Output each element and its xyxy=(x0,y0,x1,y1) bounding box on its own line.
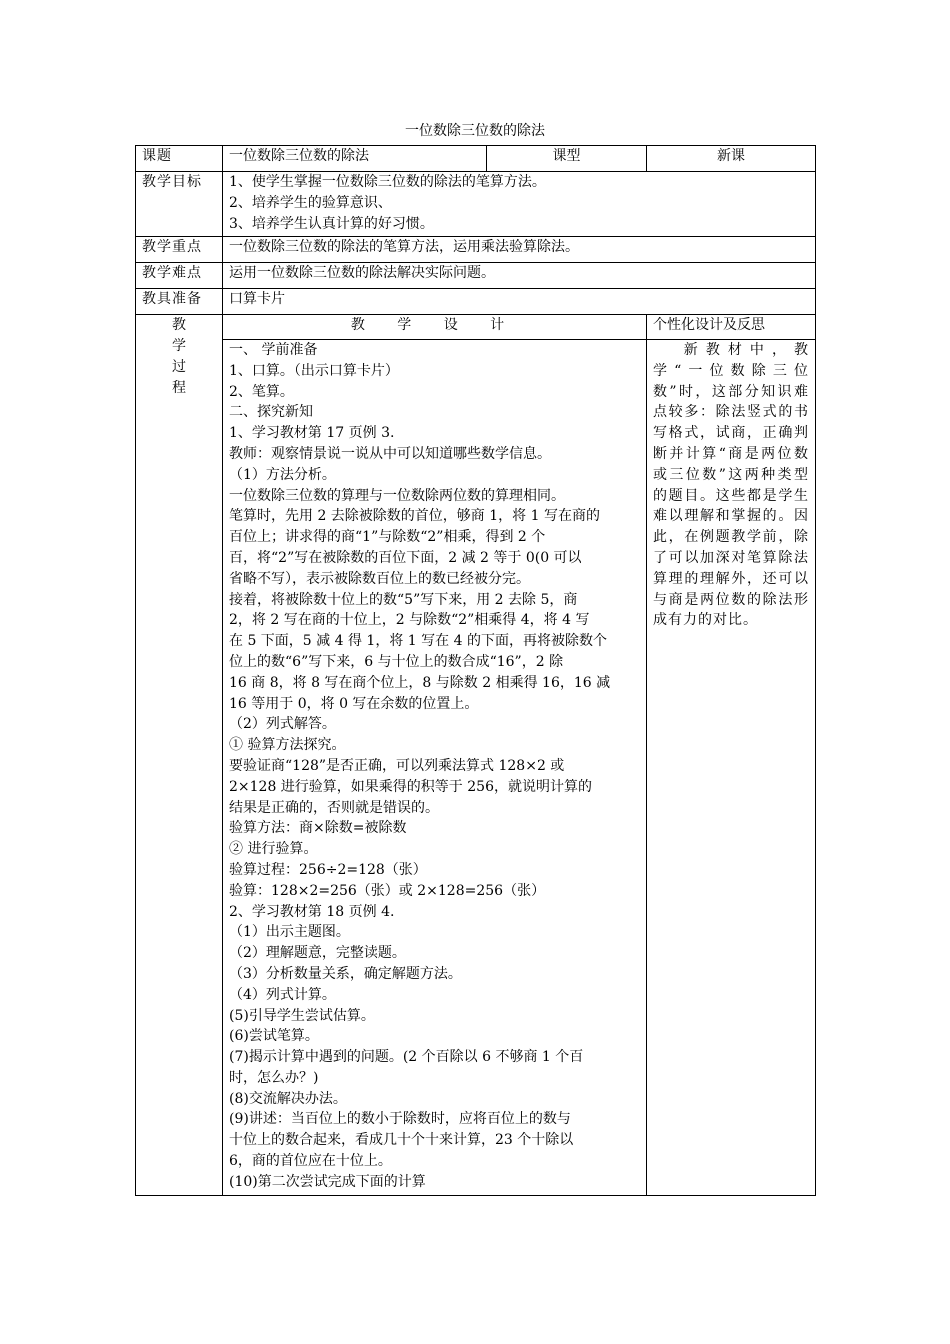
process-label-char: 学 xyxy=(172,338,186,354)
goal-item: 1、使学生掌握一位数除三位数的除法的笔算方法。 xyxy=(229,174,546,190)
design-header xyxy=(223,315,647,340)
design-line: 在 5 下面，5 减 4 得 1，将 1 写在 4 的下面，再将被除数个 xyxy=(229,633,607,650)
design-line: 时，怎么办？) xyxy=(229,1069,319,1086)
design-line: 验算过程：256÷2=128（张） xyxy=(229,861,427,878)
design-line: 二、探究新知 xyxy=(229,404,313,421)
design-line: （3）分析数量关系，确定解题方法。 xyxy=(229,965,462,982)
design-line: 要验证商“128”是否正确，可以列乘法算式 128×2 或 xyxy=(229,757,565,774)
design-line: 验算：128×2=256（张）或 2×128=256（张） xyxy=(229,882,546,899)
design-line: 6，商的首位应在十位上。 xyxy=(229,1153,392,1170)
design-line: 笔算时，先用 2 去除被除数的首位，够商 1，将 1 写在商的 xyxy=(229,508,600,525)
design-line: (9)讲述：当百位上的数小于除数时，应将百位上的数与 xyxy=(229,1111,571,1128)
design-line: ① 验算方法探究。 xyxy=(229,737,346,754)
design-line: （1）出示主题图。 xyxy=(229,924,350,941)
design-line: 2×128 进行验算，如果乘得的积等于 256，就说明计算的 xyxy=(229,778,592,795)
design-line: 验算方法：商×除数=被除数 xyxy=(229,820,407,837)
design-line: 十位上的数合起来，看成几十个十来计算，23 个十除以 xyxy=(229,1132,574,1149)
process-label-char: 程 xyxy=(172,380,186,396)
goal-item: 2、培养学生的验算意识、 xyxy=(229,194,392,211)
key-point-label: 教学重点 xyxy=(136,237,223,263)
design-line: (10)第二次尝试完成下面的计算 xyxy=(229,1173,426,1190)
type-value: 新课 xyxy=(647,146,816,172)
process-body-row xyxy=(136,340,816,1196)
goals-label: 教学目标 xyxy=(136,172,223,237)
topic-row xyxy=(136,146,816,172)
tools-row xyxy=(136,289,816,315)
design-line: 位上的数“6”写下来，6 与十位上的数合成“16”，2 除 xyxy=(229,653,564,670)
goals-list xyxy=(223,172,816,237)
design-line: (5)引导学生尝试估算。 xyxy=(229,1007,375,1024)
design-line: 结果是正确的，否则就是错误的。 xyxy=(229,799,439,816)
goals-row xyxy=(136,172,816,237)
design-header-text: 教 学 设 计 xyxy=(350,317,519,333)
design-line: 16 商 8，将 8 写在商个位上，8 与除数 2 相乘得 16，16 减 xyxy=(229,674,611,691)
design-line: 2、笔算。 xyxy=(229,383,294,400)
key-point-value: 一位数除三位数的除法的笔算方法，运用乘法验算除法。 xyxy=(223,237,816,263)
difficulty-value: 运用一位数除三位数的除法解决实际问题。 xyxy=(223,263,816,289)
design-line: 接着，将被除数十位上的数“5”写下来，用 2 去除 5，商 xyxy=(229,591,578,608)
difficulty-row xyxy=(136,263,816,289)
process-label xyxy=(136,315,223,1196)
design-line: （4）列式计算。 xyxy=(229,986,336,1003)
design-line: (6)尝试笔算。 xyxy=(229,1028,319,1045)
design-line: 一位数除三位数的算理与一位数除两位数的算理相同。 xyxy=(229,487,565,504)
design-line: 百，将“2”写在被除数的百位下面，2 减 2 等于 0(0 可以 xyxy=(229,549,582,566)
design-line: 一、 学前准备 xyxy=(229,342,318,358)
design-line: 2，将 2 写在商的十位上，2 与除数“2”相乘得 4，将 4 写 xyxy=(229,612,590,629)
design-line: (8)交流解决办法。 xyxy=(229,1090,347,1107)
design-line: 省略不写），表示被除数百位上的数已经被分完。 xyxy=(229,570,530,587)
lesson-plan-table xyxy=(135,145,816,1196)
process-label-char: 过 xyxy=(172,359,186,375)
design-line: ② 进行验算。 xyxy=(229,841,318,858)
design-line: 2、学习教材第 18 页例 4. xyxy=(229,903,395,920)
design-line: 1、口算。（出示口算卡片） xyxy=(229,362,399,379)
design-line: 教师：观察情景说一说从中可以知道哪些数学信息。 xyxy=(229,445,551,462)
design-line: 1、学习教材第 17 页例 3. xyxy=(229,425,395,442)
reflection-text: 新教材中，教学“一位数除三位数”时，这部分知识难点较多：除法竖式的书写格式，试商，正确判断并计算“商是两位数或三位数”这两种类型的题目。这些都是学生难以理解和掌握的。因此，在例题教学前，除了可以加深对笔算除法算理的理解外，还可以与商是两位数的除法形成有力的对比。 xyxy=(653,342,809,629)
key-point-row xyxy=(136,237,816,263)
reflection-content xyxy=(647,340,816,1196)
tools-value: 口算卡片 xyxy=(223,289,816,315)
goal-item: 3、培养学生认真计算的好习惯。 xyxy=(229,215,434,232)
type-label: 课型 xyxy=(487,146,647,172)
design-line: （1）方法分析。 xyxy=(229,466,336,483)
reflect-header: 个性化设计及反思 xyxy=(647,315,816,340)
design-line: （2）理解题意，完整读题。 xyxy=(229,945,406,962)
difficulty-label: 教学难点 xyxy=(136,263,223,289)
document-title: 一位数除三位数的除法 xyxy=(405,123,545,139)
tools-label: 教具准备 xyxy=(136,289,223,315)
design-line: 16 等用于 0，将 0 写在余数的位置上。 xyxy=(229,695,479,712)
process-label-char: 教 xyxy=(172,317,186,333)
design-line: (7)揭示计算中遇到的问题。(2 个百除以 6 不够商 1 个百 xyxy=(229,1049,584,1066)
topic-value: 一位数除三位数的除法 xyxy=(223,146,487,172)
topic-label: 课题 xyxy=(136,146,223,172)
process-header-row xyxy=(136,315,816,340)
design-line: 百位上；讲求得的商“1”与除数“2”相乘，得到 2 个 xyxy=(229,529,546,546)
design-line: （2）列式解答。 xyxy=(229,716,336,733)
design-content xyxy=(223,340,647,1196)
